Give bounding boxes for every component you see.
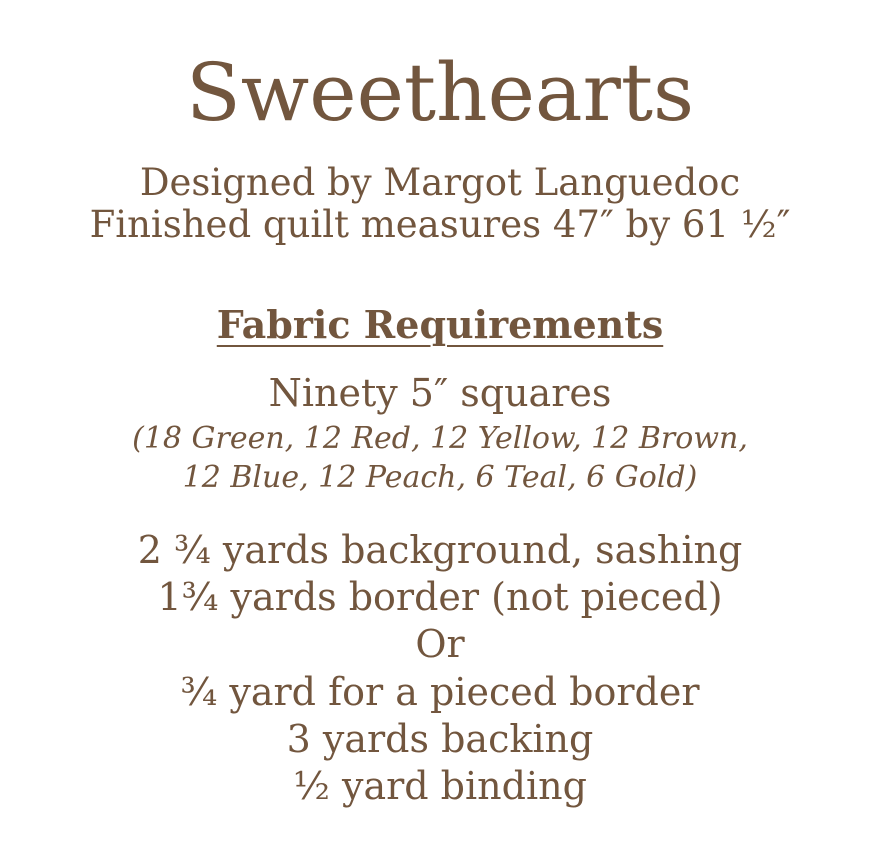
subtitle-block bbox=[0, 162, 880, 246]
squares-requirement: Ninety 5″ squares bbox=[268, 370, 612, 415]
section-heading-fabric-requirements bbox=[0, 302, 880, 348]
yardage-pieced-border: ¾ yard for a pieced border bbox=[180, 669, 700, 714]
yardage-backing: 3 yards backing bbox=[286, 716, 594, 761]
section-heading-text: Fabric Requirements bbox=[216, 301, 664, 347]
squares-color-breakdown bbox=[0, 419, 880, 497]
yardage-requirements-block bbox=[0, 527, 880, 810]
yardage-binding: ½ yard binding bbox=[293, 763, 587, 808]
yardage-or-separator: Or bbox=[415, 622, 465, 667]
yardage-background-sashing: 2 ¾ yards background, sashing bbox=[137, 528, 743, 573]
quilt-measurement: Finished quilt measures 47″ by 61 ½″ bbox=[89, 203, 791, 247]
yardage-border-not-pieced: 1¾ yards border (not pieced) bbox=[157, 575, 723, 620]
squares-requirement-block bbox=[0, 372, 880, 498]
page-title: Sweethearts bbox=[185, 46, 695, 139]
squares-color-breakdown-line-1: (18 Green, 12 Red, 12 Yellow, 12 Brown, bbox=[132, 421, 748, 457]
designer-credit: Designed by Margot Languedoc bbox=[139, 161, 741, 205]
squares-color-breakdown-line-2: 12 Blue, 12 Peach, 6 Teal, 6 Gold) bbox=[182, 460, 698, 496]
